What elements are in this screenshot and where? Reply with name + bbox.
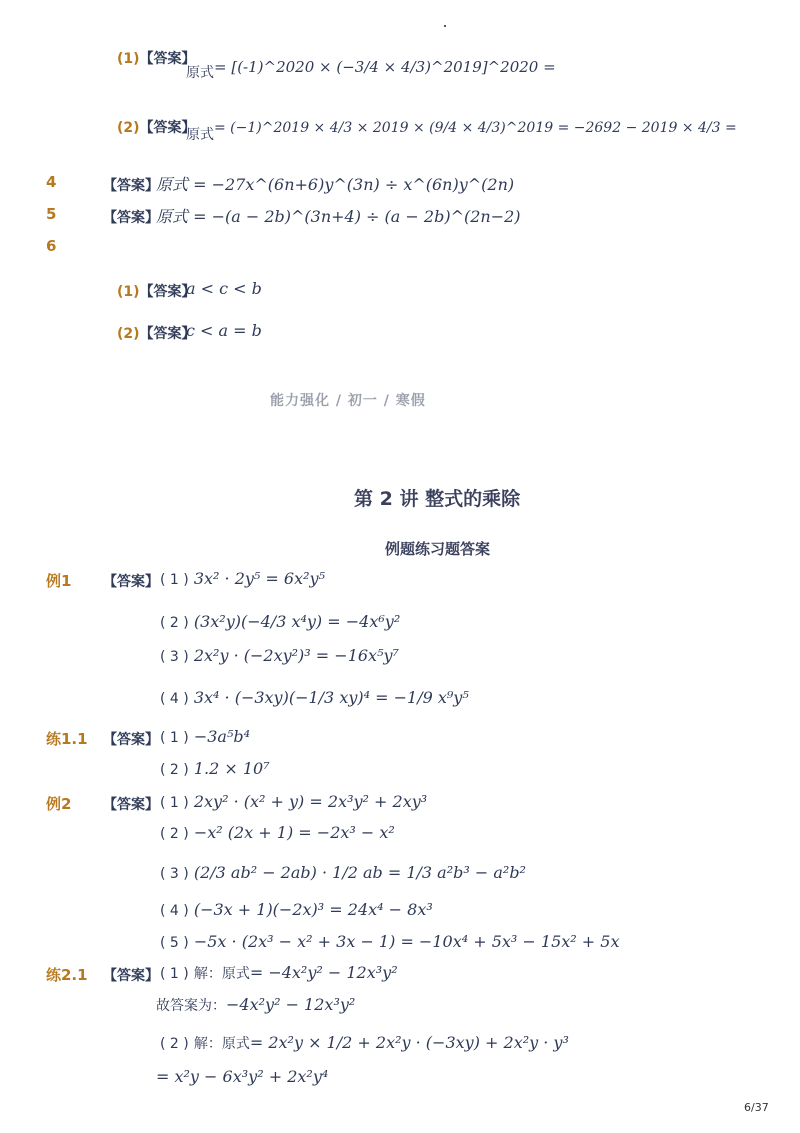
- answer-tag: 【答案】: [103, 732, 159, 748]
- line-prefix: 解：原式: [193, 1036, 250, 1052]
- line-expr: (2/3 ab² − 2ab) · 1/2 ab = 1/3 a²b³ − a²b²: [193, 863, 526, 882]
- answer-number: (2): [117, 120, 140, 136]
- line-number: ( 3 ): [160, 649, 189, 665]
- item-6-expr-1: a < c < b: [186, 279, 262, 298]
- answer-tag: 【答案】: [139, 284, 196, 300]
- line-expr: 3x² · 2y⁵ = 6x²y⁵: [193, 569, 325, 588]
- line-number: ( 1 ): [160, 966, 189, 982]
- example-1-line-4: [160, 688, 469, 707]
- line-expr: = 2x²y × 1/2 + 2x²y · (−3xy) + 2x²y · y³: [249, 1033, 569, 1052]
- answer-tag: 【答案】: [103, 178, 159, 194]
- answer-tag: 【答案】: [139, 326, 196, 342]
- line-number: ( 1 ): [160, 730, 189, 746]
- line-number: ( 2 ): [160, 615, 189, 631]
- exercise-label: 练1.1: [46, 730, 88, 748]
- line-expr: 2x²y · (−2xy²)³ = −16x⁵y⁷: [193, 646, 399, 665]
- item-number: 6: [46, 237, 57, 255]
- example-2-line-3: [160, 863, 526, 882]
- top-answer-1: [117, 48, 196, 68]
- line-expr: 3x⁴ · (−3xy)(−1/3 xy)⁴ = −1/9 x⁹y⁵: [193, 688, 469, 707]
- line-number: ( 2 ): [160, 1036, 189, 1052]
- example-2-line-1: [160, 792, 427, 811]
- line-expr: −4x²y² − 12x³y²: [226, 995, 356, 1014]
- line-expr: (−3x + 1)(−2x)³ = 24x⁴ − 8x³: [193, 900, 433, 919]
- line-expr: −x² (2x + 1) = −2x³ − x²: [193, 823, 395, 842]
- answer-tag: 【答案】: [139, 51, 196, 67]
- top-answer-2-prefix: 原式: [186, 127, 214, 143]
- line-number: ( 4 ): [160, 691, 189, 707]
- exercise-label: 练2.1: [46, 966, 88, 984]
- example-label: 例2: [46, 795, 72, 813]
- page-number: 6/37: [744, 1101, 769, 1114]
- example-label: 例1: [46, 572, 72, 590]
- line-number: ( 5 ): [160, 935, 189, 951]
- line-number: ( 3 ): [160, 866, 189, 882]
- line-expr: 2xy² · (x² + y) = 2x³y² + 2xy³: [193, 792, 428, 811]
- line-number: ( 1 ): [160, 572, 189, 588]
- line-expr: = −4x²y² − 12x³y²: [249, 963, 398, 982]
- item-4-answer: 原式 = −27x^(6n+6)y^(3n) ÷ x^(6n)y^(2n): [156, 175, 515, 194]
- top-answer-2-expr: = (−1)^2019 × 4/3 × 2019 × (9/4 × 4/3)^2019 = −2692 − 2019 × 4/3 =: [214, 120, 737, 136]
- tick-mark: [444, 25, 446, 27]
- top-answer-1-prefix: 原式: [186, 65, 214, 81]
- top-answer-1-expr: = [(-1)^2020 × (−3/4 × 4/3)^2019]^2020 =: [214, 58, 556, 76]
- item-5-answer: 原式 = −(a − 2b)^(3n+4) ÷ (a − 2b)^(2n−2): [156, 207, 521, 226]
- exercise-2-1-line-4: [156, 1067, 328, 1086]
- exercise-2-1-line-2: [156, 995, 355, 1015]
- line-expr: −3a⁵b⁴: [193, 727, 251, 746]
- line-prefix: 解：原式: [193, 966, 250, 982]
- line-number: ( 4 ): [160, 903, 189, 919]
- item-6-answer-1: [117, 281, 196, 301]
- page-footer: 能力强化 / 初一 / 寒假: [270, 393, 426, 409]
- line-expr: = x²y − 6x³y² + 2x²y⁴: [156, 1067, 329, 1086]
- line-expr: 1.2 × 10⁷: [193, 759, 270, 778]
- exercise-2-1-line-1: [160, 963, 398, 983]
- answer-number: (1): [117, 51, 140, 67]
- example-2-line-5: [160, 932, 619, 951]
- item-6-answer-2: [117, 323, 196, 343]
- example-1-line-3: [160, 646, 399, 665]
- item-number: 4: [46, 173, 57, 191]
- answer-tag: 【答案】: [103, 574, 159, 590]
- lecture-title: 第 2 讲 整式的乘除: [354, 488, 521, 510]
- line-prefix: 故答案为：: [156, 998, 226, 1014]
- answer-number: (2): [117, 326, 140, 342]
- line-number: ( 2 ): [160, 826, 189, 842]
- line-expr: (3x²y)(−4/3 x⁴y) = −4x⁶y²: [193, 612, 401, 631]
- answer-tag: 【答案】: [103, 968, 159, 984]
- line-expr: −5x · (2x³ − x² + 3x − 1) = −10x⁴ + 5x³ − 15x² + 5x: [193, 932, 620, 951]
- exercise-1-1-line-1: [160, 727, 250, 746]
- example-1-line-1: [160, 569, 325, 588]
- top-answer-2: [117, 117, 196, 137]
- exercise-2-1-line-3: [160, 1033, 569, 1053]
- answer-tag: 【答案】: [139, 120, 196, 136]
- example-2-line-4: [160, 900, 433, 919]
- section-title: 例题练习题答案: [385, 540, 491, 558]
- answer-tag: 【答案】: [103, 797, 159, 813]
- exercise-1-1-line-2: [160, 759, 270, 778]
- answer-tag: 【答案】: [103, 210, 159, 226]
- line-number: ( 2 ): [160, 762, 189, 778]
- item-6-expr-2: c < a = b: [186, 321, 262, 340]
- item-number: 5: [46, 205, 57, 223]
- example-2-line-2: [160, 823, 395, 842]
- line-number: ( 1 ): [160, 795, 189, 811]
- example-1-line-2: [160, 612, 400, 631]
- answer-number: (1): [117, 284, 140, 300]
